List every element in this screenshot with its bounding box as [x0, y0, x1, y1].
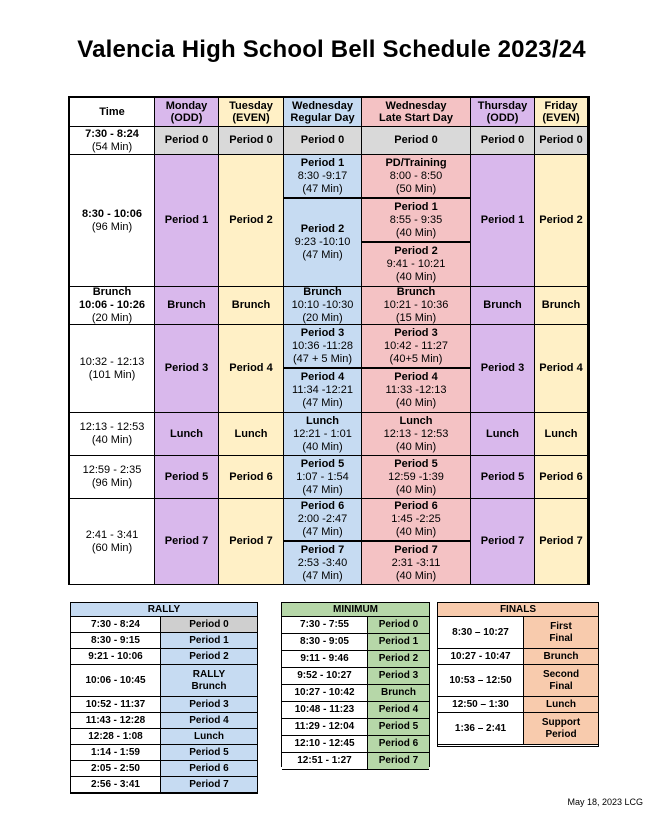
finals-schedule-table	[437, 602, 599, 747]
minimum-period: Brunch	[368, 685, 429, 701]
minimum-time: 12:51 - 1:27	[282, 753, 368, 769]
minimum-time: 12:10 - 12:45	[282, 736, 368, 752]
header-late-line: Late Start Day	[379, 112, 453, 124]
tue-r0	[219, 127, 284, 155]
rally-period: Period 4	[161, 713, 257, 728]
thu-r0	[471, 127, 535, 155]
header-thu	[471, 98, 535, 127]
wed-r5-line: Period 5	[300, 457, 345, 470]
wed-r3-b-line: 11:34 -12:21	[292, 384, 353, 396]
finals-time: 10:27 - 10:47	[438, 649, 524, 664]
rally-period: Period 6	[161, 761, 257, 776]
wed-r6-b-line: (47 Min)	[302, 569, 343, 582]
header-time-line: Time	[99, 106, 125, 118]
late-r6-b-line: (40 Min)	[395, 569, 437, 582]
header-late-line: Wednesday	[385, 100, 447, 112]
late-r1-b-line: 8:55 - 9:35	[389, 213, 443, 226]
late-r6-a	[362, 499, 471, 542]
minimum-time: 9:11 - 9:46	[282, 651, 368, 667]
header-tue-line: (EVEN)	[232, 112, 270, 124]
thu-r0-line: Period 0	[480, 134, 525, 146]
late-r5	[362, 456, 471, 499]
wed-r1-b	[284, 199, 362, 287]
time-r3-line: (101 Min)	[88, 368, 136, 381]
tue-r1	[219, 155, 284, 287]
header-wed-line: Regular Day	[290, 112, 355, 124]
late-r6-b	[362, 542, 471, 585]
wed-r1-a-line: Period 1	[300, 156, 345, 169]
minimum-time: 11:29 - 12:04	[282, 719, 368, 735]
minimum-period: Period 0	[368, 617, 429, 633]
page-title: Valencia High School Bell Schedule 2023/24	[77, 36, 586, 63]
late-r2-line: 10:21 - 10:36	[383, 299, 449, 311]
late-r5-line: (40 Min)	[395, 483, 437, 496]
rally-row	[71, 729, 257, 745]
mon-r1	[155, 155, 219, 287]
mon-r5	[155, 456, 219, 499]
late-r1-b-line: Period 1	[394, 200, 438, 213]
late-r4-line: 12:13 - 12:53	[383, 427, 449, 440]
late-r2-line: Brunch	[396, 286, 436, 298]
wed-r6-b	[284, 542, 362, 585]
finals-row	[438, 697, 598, 713]
finals-period: Lunch	[524, 697, 598, 712]
rally-period: Lunch	[161, 729, 257, 744]
wed-r6-b-line: 2:53 -3:40	[297, 556, 348, 569]
finals-row	[438, 665, 598, 697]
rally-time: 11:43 - 12:28	[71, 713, 161, 728]
late-r4-line: (40 Min)	[395, 440, 437, 453]
wed-r6-a-line: Period 6	[300, 500, 345, 512]
finals-time: 12:50 – 1:30	[438, 697, 524, 712]
fri-r0	[535, 127, 588, 155]
minimum-period: Period 6	[368, 736, 429, 752]
header-tue-line: Tuesday	[229, 100, 273, 112]
late-r3-b-line: Period 4	[394, 371, 438, 383]
tue-r6-line: Period 7	[229, 535, 273, 547]
header-wed-line: Wednesday	[292, 100, 353, 112]
thu-r6-line: Period 7	[480, 535, 525, 547]
tue-r5	[219, 456, 284, 499]
header-time	[70, 98, 155, 127]
late-r4-line: Lunch	[399, 414, 433, 427]
minimum-period: Period 5	[368, 719, 429, 735]
wed-r3-a-line: (47 + 5 Min)	[293, 352, 352, 365]
header-wed	[284, 98, 362, 127]
wed-r6-b-line: Period 7	[300, 543, 345, 556]
rally-period: Period 3	[161, 697, 257, 712]
thu-r2-line: Brunch	[483, 299, 522, 311]
wed-r6-a	[284, 499, 362, 542]
finals-row	[438, 649, 598, 665]
mon-r0	[155, 127, 219, 155]
tue-r0-line: Period 0	[229, 134, 273, 146]
time-r3-line: 10:32 - 12:13	[79, 355, 145, 368]
time-r4-line: (40 Min)	[91, 434, 133, 446]
time-r2-line: (20 Min)	[91, 312, 133, 324]
mon-r2-line: Brunch	[167, 299, 206, 311]
finals-title: FINALS	[438, 603, 598, 617]
rally-row	[71, 649, 257, 665]
late-r2-line: (15 Min)	[395, 312, 437, 324]
late-r1-a-line: (50 Min)	[395, 182, 437, 195]
time-r3	[70, 325, 155, 413]
rally-time: 10:06 - 10:45	[71, 665, 161, 696]
mon-r4	[155, 413, 219, 456]
finals-time: 10:53 – 12:50	[438, 665, 524, 696]
wed-r0-line: Period 0	[300, 134, 345, 146]
wed-r3-a	[284, 325, 362, 369]
header-mon-line: (ODD)	[170, 112, 203, 124]
late-r1-c-line: Period 2	[394, 245, 438, 257]
rally-time: 9:21 - 10:06	[71, 649, 161, 664]
time-r1-line: 8:30 - 10:06	[82, 207, 142, 220]
minimum-time: 8:30 - 9:05	[282, 634, 368, 650]
time-r4-line: 12:13 - 12:53	[79, 421, 145, 433]
header-thu-line: (ODD)	[486, 112, 519, 124]
header-thu-line: Thursday	[477, 100, 528, 112]
thu-r6	[471, 499, 535, 585]
tue-r5-line: Period 6	[229, 470, 273, 483]
wed-r3-b-line: Period 4	[300, 371, 345, 383]
wed-r2-line: Brunch	[303, 286, 342, 298]
wed-r1-a-line: 8:30 -9:17	[297, 169, 348, 182]
wed-r1-a-line: (47 Min)	[302, 182, 343, 195]
tue-r4-line: Lunch	[234, 427, 268, 440]
wed-r0	[284, 127, 362, 155]
mon-r6-line: Period 7	[164, 535, 209, 547]
late-r3-a	[362, 325, 471, 369]
time-r4	[70, 413, 155, 456]
thu-r4	[471, 413, 535, 456]
late-r1-a-line: PD/Training	[385, 156, 447, 169]
header-mon-line: Monday	[165, 100, 208, 112]
late-r1-c	[362, 243, 471, 287]
footer-date: May 18, 2023 LCG	[567, 797, 643, 807]
thu-r3	[471, 325, 535, 413]
finals-period: Second Final	[524, 665, 598, 696]
bell-schedule-table	[68, 96, 590, 585]
wed-r1-b-line: Period 2	[300, 223, 345, 235]
time-r6-line: (60 Min)	[91, 541, 133, 554]
thu-r2	[471, 287, 535, 325]
minimum-row	[282, 702, 429, 719]
minimum-title: MINIMUM	[282, 603, 429, 617]
tue-r1-line: Period 2	[229, 214, 273, 226]
rally-row	[71, 633, 257, 649]
wed-r4-line: 12:21 - 1:01	[293, 427, 352, 440]
time-r2	[70, 287, 155, 325]
header-fri	[535, 98, 588, 127]
late-r3-b-line: 11:33 -12:13	[385, 384, 447, 396]
fri-r4	[535, 413, 588, 456]
rally-time: 7:30 - 8:24	[71, 617, 161, 632]
late-r5-line: Period 5	[394, 457, 438, 470]
mon-r2	[155, 287, 219, 325]
late-r3-a-line: 10:42 - 11:27	[383, 339, 448, 352]
minimum-row	[282, 668, 429, 685]
tue-r3	[219, 325, 284, 413]
wed-r3-a-line: Period 3	[300, 326, 345, 339]
time-r1-line: (96 Min)	[91, 220, 133, 233]
mon-r1-line: Period 1	[164, 214, 209, 226]
minimum-period: Period 4	[368, 702, 429, 718]
rally-time: 2:05 - 2:50	[71, 761, 161, 776]
minimum-time: 7:30 - 7:55	[282, 617, 368, 633]
rally-row	[71, 617, 257, 633]
fri-r2	[535, 287, 588, 325]
finals-time: 8:30 – 10:27	[438, 617, 524, 648]
late-r3-a-line: (40+5 Min)	[389, 352, 443, 365]
rally-time: 1:14 - 1:59	[71, 745, 161, 760]
fri-r5	[535, 456, 588, 499]
late-r6-a-line: Period 6	[394, 500, 438, 512]
minimum-row	[282, 685, 429, 702]
thu-r1-line: Period 1	[480, 214, 525, 226]
finals-period: Support Period	[524, 713, 598, 744]
rally-row	[71, 713, 257, 729]
wed-r1-a	[284, 155, 362, 199]
tue-r6	[219, 499, 284, 585]
thu-r4-line: Lunch	[486, 427, 519, 440]
minimum-row	[282, 753, 429, 770]
finals-period: Brunch	[524, 649, 598, 664]
header-tue	[219, 98, 284, 127]
minimum-schedule-table	[281, 602, 430, 767]
minimum-time: 9:52 - 10:27	[282, 668, 368, 684]
mon-r6	[155, 499, 219, 585]
minimum-row	[282, 634, 429, 651]
minimum-period: Period 3	[368, 668, 429, 684]
late-r0	[362, 127, 471, 155]
rally-schedule-table	[70, 602, 258, 794]
header-fri-line: Friday	[544, 100, 578, 112]
late-r6-a-line: 1:45 -2:25	[391, 513, 441, 525]
time-r5-line: 12:59 - 2:35	[82, 464, 142, 476]
time-r2-line: 10:06 - 10:26	[78, 299, 146, 311]
minimum-time: 10:27 - 10:42	[282, 685, 368, 701]
finals-row	[438, 617, 598, 649]
late-r3-a-line: Period 3	[394, 326, 438, 339]
fri-r6	[535, 499, 588, 585]
tue-r2	[219, 287, 284, 325]
thu-r5	[471, 456, 535, 499]
mon-r3-line: Period 3	[164, 362, 209, 374]
late-r1-a	[362, 155, 471, 199]
minimum-period: Period 7	[368, 753, 429, 769]
late-r6-a-line: (40 Min)	[395, 526, 437, 538]
late-r0-line: Period 0	[394, 134, 438, 146]
late-r2	[362, 287, 471, 325]
fri-r6-line: Period 7	[539, 535, 583, 547]
fri-r1	[535, 155, 588, 287]
late-r3-b	[362, 369, 471, 413]
late-r1-c-line: (40 Min)	[395, 271, 437, 283]
minimum-period: Period 1	[368, 634, 429, 650]
wed-r5-line: 1:07 - 1:54	[296, 470, 349, 483]
tue-r4	[219, 413, 284, 456]
mon-r0-line: Period 0	[164, 134, 209, 146]
rally-period: RALLY Brunch	[161, 665, 257, 696]
wed-r5	[284, 456, 362, 499]
finals-period: First Final	[524, 617, 598, 648]
rally-period: Period 7	[161, 777, 257, 792]
rally-time: 12:28 - 1:08	[71, 729, 161, 744]
time-r6	[70, 499, 155, 585]
tue-r2-line: Brunch	[231, 299, 271, 311]
rally-row	[71, 745, 257, 761]
mon-r5-line: Period 5	[164, 470, 209, 483]
time-r5-line: (96 Min)	[91, 477, 133, 489]
minimum-row	[282, 719, 429, 736]
mon-r3	[155, 325, 219, 413]
minimum-row	[282, 617, 429, 634]
time-r2-line: Brunch	[92, 286, 132, 298]
fri-r5-line: Period 6	[539, 470, 583, 483]
rally-time: 10:52 - 11:37	[71, 697, 161, 712]
fri-r0-line: Period 0	[539, 134, 583, 146]
fri-r1-line: Period 2	[539, 214, 583, 226]
mon-r4-line: Lunch	[170, 427, 203, 440]
wed-r4-line: (40 Min)	[302, 440, 343, 453]
wed-r4-line: Lunch	[306, 414, 339, 427]
wed-r3-b-line: (47 Min)	[302, 397, 343, 409]
minimum-period: Period 2	[368, 651, 429, 667]
thu-r3-line: Period 3	[480, 362, 525, 374]
time-r1	[70, 155, 155, 287]
fri-r3	[535, 325, 588, 413]
late-r1-c-line: 9:41 - 10:21	[386, 258, 446, 270]
finals-time: 1:36 – 2:41	[438, 713, 524, 744]
wed-r3-a-line: 10:36 -11:28	[292, 339, 353, 352]
time-r0	[70, 127, 155, 155]
finals-row	[438, 713, 598, 745]
wed-r2-line: 10:10 -10:30	[291, 299, 354, 311]
minimum-row	[282, 736, 429, 753]
late-r6-b-line: Period 7	[394, 543, 438, 556]
rally-period: Period 5	[161, 745, 257, 760]
minimum-time: 10:48 - 11:23	[282, 702, 368, 718]
wed-r5-line: (47 Min)	[302, 483, 343, 496]
time-r6-line: 2:41 - 3:41	[85, 528, 139, 541]
wed-r1-b-line: 9:23 -10:10	[294, 236, 351, 248]
rally-period: Period 2	[161, 649, 257, 664]
tue-r3-line: Period 4	[229, 362, 273, 374]
late-r1-a-line: 8:00 - 8:50	[389, 169, 443, 182]
thu-r1	[471, 155, 535, 287]
rally-title: RALLY	[71, 603, 257, 617]
fri-r3-line: Period 4	[539, 362, 583, 374]
rally-row	[71, 761, 257, 777]
time-r5	[70, 456, 155, 499]
wed-r4	[284, 413, 362, 456]
rally-row	[71, 697, 257, 713]
header-mon	[155, 98, 219, 127]
thu-r5-line: Period 5	[480, 470, 525, 483]
late-r5-line: 12:59 -1:39	[388, 470, 444, 483]
wed-r6-a-line: 2:00 -2:47	[297, 513, 348, 525]
rally-row	[71, 665, 257, 697]
late-r1-b-line: (40 Min)	[395, 226, 437, 239]
rally-period: Period 1	[161, 633, 257, 648]
fri-r2-line: Brunch	[541, 299, 581, 311]
rally-time: 2:56 - 3:41	[71, 777, 161, 792]
wed-r2-line: (20 Min)	[302, 312, 343, 324]
wed-r6-a-line: (47 Min)	[302, 526, 343, 538]
rally-row	[71, 777, 257, 793]
rally-time: 8:30 - 9:15	[71, 633, 161, 648]
minimum-row	[282, 651, 429, 668]
late-r4	[362, 413, 471, 456]
header-fri-line: (EVEN)	[542, 112, 580, 124]
wed-r3-b	[284, 369, 362, 413]
late-r3-b-line: (40 Min)	[395, 397, 437, 409]
fri-r4-line: Lunch	[544, 427, 578, 440]
rally-period: Period 0	[161, 617, 257, 632]
time-r0-line: (54 Min)	[91, 140, 133, 153]
wed-r1-b-line: (47 Min)	[302, 249, 343, 261]
wed-r2	[284, 287, 362, 325]
late-r1-b	[362, 199, 471, 243]
time-r0-line: 7:30 - 8:24	[85, 127, 139, 140]
header-late	[362, 98, 471, 127]
late-r6-b-line: 2:31 -3:11	[391, 556, 441, 569]
